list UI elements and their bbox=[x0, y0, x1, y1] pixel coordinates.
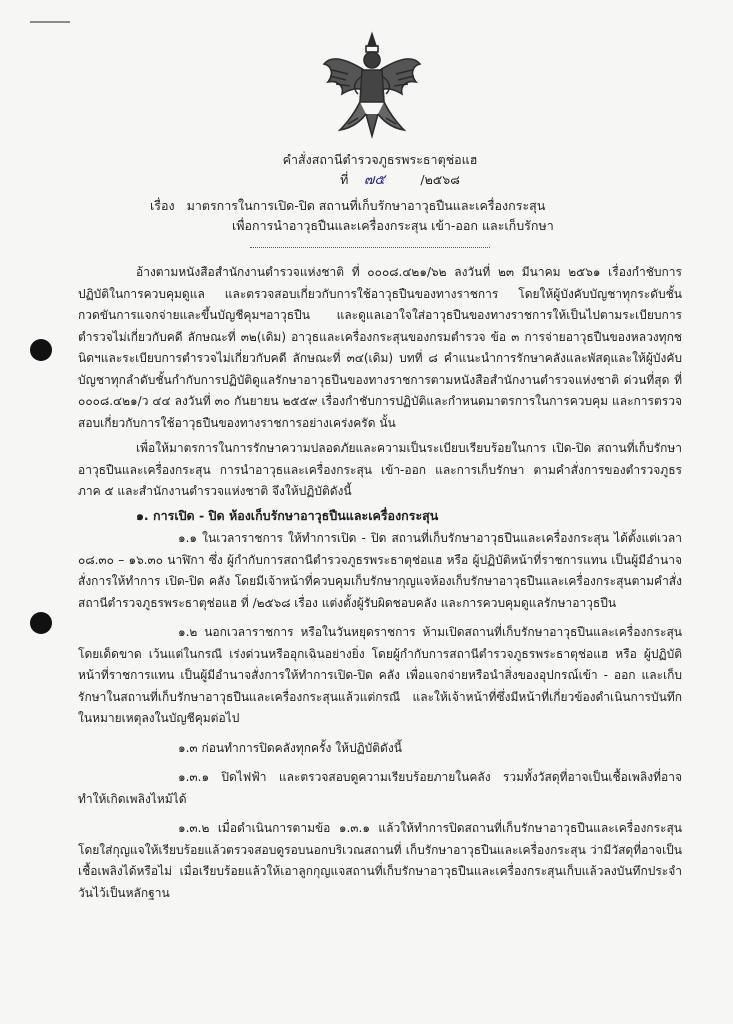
number-year: /๒๕๖๘ bbox=[420, 172, 460, 187]
punch-hole-icon bbox=[30, 612, 52, 634]
paragraph-1: อ้างตามหนังสือสำนักงานตำรวจแห่งชาติ ที่ ๐๐๐๘.๔๒๑/๖๒ ลงวันที่ ๒๓ มีนาคม ๒๕๖๑ เรื่องกำชับการปฏิบัติในการควบคุมดูแล และตรวจสอบเกี่ยวกับการใช้อาวุธปืนของทางราชการ โดยให้ผู้บังคับบัญชาทุกระดับชั้นกวดขันการแจกจ่ายและขึ้นบัญชีคุมฯอาวุธปืน และดูแลเอาใจใส่อาวุธปืนของทางราชการให้เป็นไปตามระเบียบการตำรวจไม่เกี่ยวกับคดี ลักษณะที่ ๓๒(เดิม) อาวุธและเครื่องกระสุนของกรมตำรวจ ข้อ ๓ การจ่ายอาวุธปืนของหลวงทุกชนิดฯและระเบียบการตำรวจไม่เกี่ยวกับคดี ลักษณะที่ ๓๔(เดิม) บทที่ ๘ คำแนะนำการรักษาคลังและพัสดุและให้ผู้บังคับบัญชาทุกลำดับชั้นกำกับการปฏิบัติดูแลรักษาอาวุธปืนของทางราชการตามหนังสือสำนักงานตำรวจแห่งชาติ ด่วนที่สุด ที่ ๐๐๐๘.๔๒๑/ว ๔๔ ลงวันที่ ๓๐ กันยายน ๒๕๕๙ เรื่องกำชับการปฏิบัติและกำหนดมาตรการในการควบคุม และการตรวจสอบเกี่ยวกับการใช้อาวุธปืนของทางราชการอย่างเคร่งครัด นั้น bbox=[78, 265, 682, 430]
punch-hole-icon bbox=[30, 339, 52, 361]
garuda-emblem-icon bbox=[318, 30, 426, 140]
item-1-2: ๑.๒ นอกเวลาราชการ หรือในวันหยุดราชการ ห้ามเปิดสถานที่เก็บรักษาอาวุธปืนและเครื่องกระสุนโดยเด็ดขาด เว้นแต่ในกรณี เร่งด่วนหรืออุกเฉินอย่างยิ่ง โดยผู้กำกับการสถานีตำรวจภูธรพระธาตุช่อแฮ หรือ ผู้ปฏิบัติหน้าที่ราชการแทน เป็นผู้มีอำนาจสั่งการให้ทำการเปิด-ปิด คลัง เพื่อแจกจ่ายหรือนำสิ่งของอุปกรณ์เข้า - ออก และเก็บรักษาในสถานที่เก็บรักษาอาวุธปืนและเครื่องกระสุนแล้วแต่กรณี และให้เจ้าหน้าที่ซึ่งมีหน้าที่เกี่ยวข้องดำเนินการบันทึกในหมายเหตุลงในบัญชีคุมต่อไป bbox=[78, 625, 682, 725]
number-prefix: ที่ bbox=[340, 172, 349, 187]
paragraph-2: เพื่อให้มาตรการในการรักษาความปลอดภัยและความเป็นระเบียบเรียบร้อยในการ เปิด-ปิด สถานที่เก็บรักษาอาวุธปืนและเครื่องกระสุน การนำอาวุธและเครื่องกระสุน เข้า-ออก และการเก็บรักษา ตามคำสั่งการของตำรวจภูธรภาค ๕ และสำนักงานตำรวจแห่งชาติ จึงให้ปฏิบัติดังนี้ bbox=[78, 441, 682, 498]
subject-text-2: เพื่อการนำอาวุธปืนและเครื่องกระสุน เข้า-ออก และเก็บรักษา bbox=[232, 218, 554, 233]
subject-block bbox=[150, 196, 680, 236]
subject-text-1: มาตรการในการเปิด-ปิด สถานที่เก็บรักษาอาวุธปืนและเครื่องกระสุน bbox=[186, 198, 546, 213]
document-body bbox=[78, 262, 682, 904]
handwritten-number: ๗๕ bbox=[363, 172, 385, 188]
subject-label: เรื่อง bbox=[150, 198, 175, 213]
item-1-3: ๑.๓ ก่อนทำการปิดคลังทุกครั้ง ให้ปฏิบัติดังนี้ bbox=[178, 740, 402, 755]
item-1-1: ๑.๑ ในเวลาราชการ ให้ทำการเปิด - ปิด สถานที่เก็บรักษาอาวุธปืนและเครื่องกระสุน ได้ตั้งแต่เวลา ๐๘.๓๐ – ๑๖.๓๐ นาฬิกา ซึ่ง ผู้กำกับการสถานีตำรวจภูธรพระธาตุช่อแฮ หรือ ผู้ปฏิบัติหน้าที่ราชการแทน เป็นผู้มีอำนาจสั่งการให้ทำการ เปิด-ปิด คลัง โดยมีเจ้าหน้าที่ควบคุมเก็บรักษากุญแจห้องเก็บรักษาอาวุธปืนและเครื่องกระสุนตามคำสั่งสถานีตำรวจภูธรพระธาตุช่อแฮ ที่ /๒๕๖๘ เรื่อง แต่งตั้งผู้รับผิดชอบคลัง และการควบคุมดูแลรักษาอาวุธปืน bbox=[78, 531, 682, 610]
dotted-separator bbox=[250, 247, 490, 248]
item-1-3-2: ๑.๓.๒ เมื่อดำเนินการตามข้อ ๑.๓.๑ แล้วให้ทำการปิดสถานที่เก็บรักษาอาวุธปืนและเครื่องกระสุนโดยใส่กุญแจให้เรียบร้อยแล้วตรวจสอบดูรอบนอกบริเวณสถานที่ เก็บรักษาอาวุธปืนและเครื่องกระสุน ว่ามีวัสดุที่อาจเป็นเชื้อเพลิงได้หรือไม่ เมื่อเรียบร้อยแล้วให้เอาลูกกุญแจสถานที่เก็บรักษาอาวุธปืนและเครื่องกระสุนเก็บแล้วลงบันทึกประจำวันไว้เป็นหลักฐาน bbox=[78, 821, 682, 900]
corner-mark bbox=[30, 21, 70, 23]
section-1-heading: ๑. การเปิด - ปิด ห้องเก็บรักษาอาวุธปืนและเครื่องกระสุน bbox=[136, 507, 439, 523]
subject-line bbox=[150, 196, 680, 216]
org-title: คำสั่งสถานีตำรวจภูธรพระธาตุช่อแฮ bbox=[282, 152, 478, 167]
item-1-3-1: ๑.๓.๑ ปิดไฟฟ้า และตรวจสอบดูความเรียบร้อยภายในคลัง รวมทั้งวัสดุที่อาจเป็นเชื้อเพลิงที่อาจทำให้เกิดเพลิงไหม้ได้ bbox=[78, 770, 682, 806]
document-header bbox=[78, 150, 682, 190]
order-number-line bbox=[118, 170, 682, 190]
